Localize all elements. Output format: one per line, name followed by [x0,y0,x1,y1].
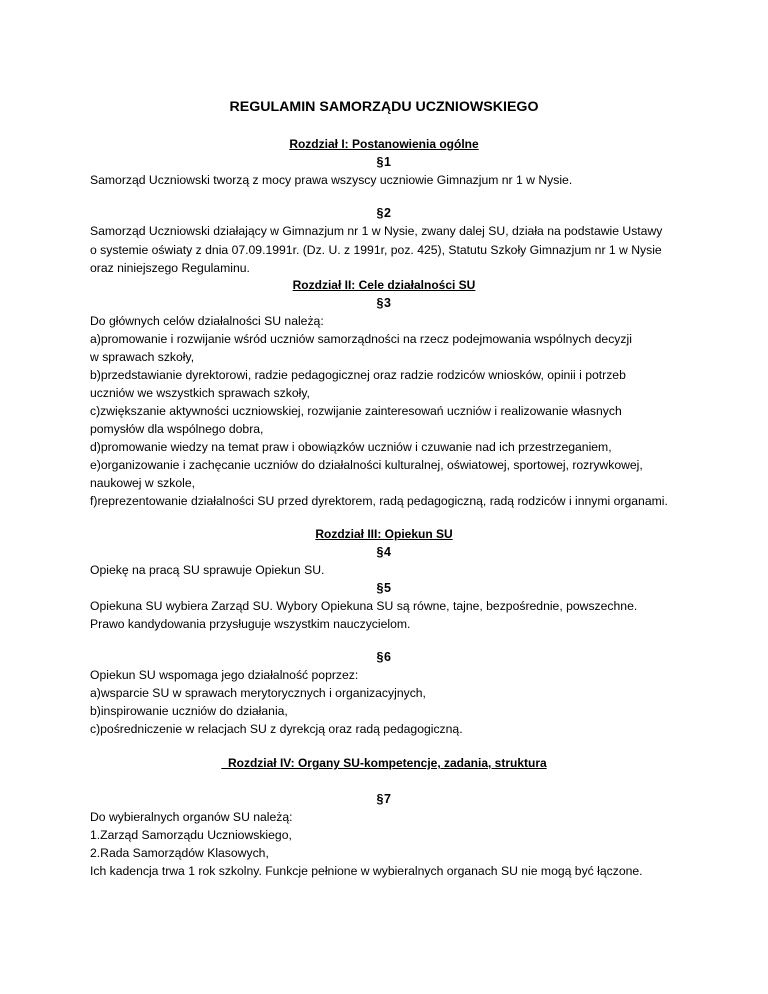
section-6-text: c)pośredniczenie w relacjach SU z dyrekcją oraz radą pedagogiczną. [90,722,463,736]
section-5-mark: §5 [376,581,392,595]
section-1-text: Samorząd Uczniowski tworzą z mocy prawa wszyscy uczniowie Gimnazjum nr 1 w Nysie. [90,173,573,187]
section-3-text: pomysłów dla wspólnego dobra, [90,422,264,436]
section-3-text: naukowej w szkole, [90,476,195,490]
section-3-text: w sprawach szkoły, [90,350,195,364]
section-7-text: 2.Rada Samorządów Klasowych, [90,846,269,860]
section-6-text: a)wsparcie SU w sprawach merytorycznych i organizacyjnych, [90,686,426,700]
section-6-mark: §6 [376,650,392,664]
chapter-1-heading: Rozdział I: Postanowienia ogólne [289,137,479,151]
section-2-mark: §2 [376,206,392,220]
section-7-text: Ich kadencja trwa 1 rok szkolny. Funkcje pełnione w wybieralnych organach SU nie mogą być łączone. [90,864,643,878]
section-3-text: e)organizowanie i zachęcanie uczniów do działalności kulturalnej, oświatowej, sportowej, rozrywkowej, [90,458,643,472]
document-title: REGULAMIN SAMORZĄDU UCZNIOWSKIEGO [229,99,539,115]
section-3-text: a)promowanie i rozwijanie wśród uczniów samorządności na rzecz podejmowania wspólnych decyzji [90,332,632,346]
chapter-2-heading: Rozdział II: Cele działalności SU [292,278,476,292]
section-3-mark: §3 [376,296,392,310]
section-2-text: Samorząd Uczniowski działający w Gimnazjum nr 1 w Nysie, zwany dalej SU, działa na podstawie Ustawy [90,224,663,238]
section-5-text: Prawo kandydowania przysługuje wszystkim nauczycielom. [90,617,411,631]
section-3-text: c)zwiększanie aktywności uczniowskiej, rozwijanie zainteresowań uczniów i realizowanie własnych [90,404,622,418]
section-2-text: oraz niniejszego Regulaminu. [90,261,250,275]
section-4-mark: §4 [376,545,392,559]
section-7-text: 1.Zarząd Samorządu Uczniowskiego, [90,828,292,842]
section-5-text: Opiekuna SU wybiera Zarząd SU. Wybory Opiekuna SU są równe, tajne, bezpośrednie, powszechne. [90,599,638,613]
section-7-text: Do wybieralnych organów SU należą: [90,810,293,824]
section-6-text: Opiekun SU wspomaga jego działalność poprzez: [90,668,359,682]
section-2-text: o systemie oświaty z dnia 07.09.1991r. (Dz. U. z 1991r, poz. 425), Statutu Szkoły Gimnazjum nr 1 w Nysie [90,243,662,257]
section-6-text: b)inspirowanie uczniów do działania, [90,704,288,718]
chapter-4-heading: Rozdział IV: Organy SU-kompetencje, zadania, struktura [221,756,547,770]
section-7-mark: §7 [376,792,392,806]
section-3-text: d)promowanie wiedzy na temat praw i obowiązków uczniów i czuwanie nad ich przestrzeganiem, [90,440,612,454]
section-3-text: uczniów we wszystkich sprawach szkoły, [90,386,310,400]
section-3-text: Do głównych celów działalności SU należą: [90,314,324,328]
chapter-3-heading: Rozdział III: Opiekun SU [315,527,453,541]
section-1-mark: §1 [376,155,392,169]
section-4-text: Opiekę na pracą SU sprawuje Opiekun SU. [90,563,325,577]
section-3-text: b)przedstawianie dyrektorowi, radzie pedagogicznej oraz radzie rodziców wniosków, opinii i potrzeb [90,368,626,382]
section-3-text: f)reprezentowanie działalności SU przed dyrektorem, radą pedagogiczną, radą rodziców i innymi organami. [90,494,668,508]
